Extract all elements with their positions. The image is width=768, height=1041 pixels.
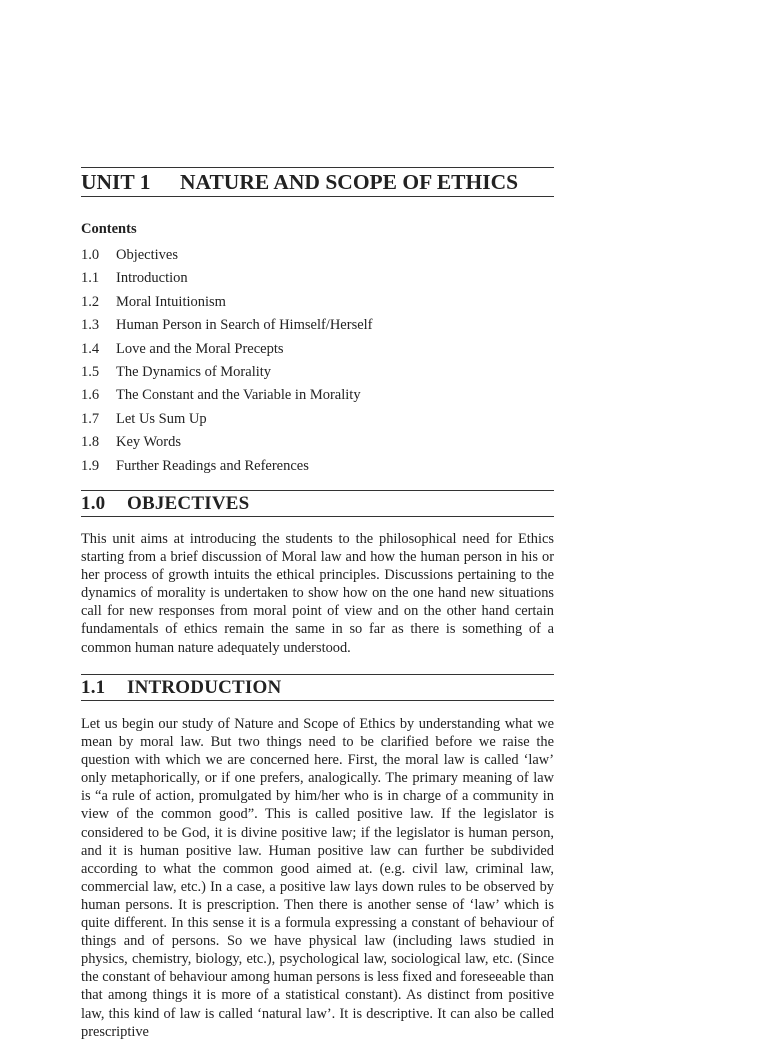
toc-item — [81, 316, 554, 339]
introduction-heading — [81, 674, 554, 701]
unit-title: NATURE AND SCOPE OF ETHICS — [180, 170, 519, 194]
toc-item-label: Further Readings and References — [116, 457, 309, 474]
toc-item-label: Let Us Sum Up — [116, 410, 207, 427]
section-title: OBJECTIVES — [127, 493, 250, 514]
toc-item — [81, 269, 554, 292]
toc-item-number: 1.8 — [81, 434, 100, 451]
toc-item — [81, 386, 554, 409]
toc-item-label: Moral Intuitionism — [116, 293, 226, 310]
toc-item — [81, 293, 554, 316]
toc-item — [81, 340, 554, 363]
toc-item-label: Objectives — [116, 247, 179, 263]
toc-item-label: Key Words — [116, 434, 182, 451]
toc-item — [81, 246, 554, 269]
toc-item-number: 1.9 — [81, 457, 100, 474]
toc-item — [81, 433, 554, 456]
toc-item-number: 1.2 — [81, 293, 100, 310]
toc-item — [81, 457, 554, 480]
toc-item-number: 1.7 — [81, 410, 100, 427]
table-of-contents — [81, 246, 554, 480]
toc-item-number: 1.1 — [81, 270, 100, 287]
toc-item-label: Introduction — [116, 270, 188, 287]
toc-item — [81, 363, 554, 386]
toc-item-number: 1.4 — [81, 340, 100, 357]
unit-heading — [81, 167, 554, 197]
toc-item-label: The Constant and the Variable in Morality — [116, 387, 361, 404]
toc-item-number: 1.0 — [81, 247, 100, 263]
unit-number: UNIT 1 — [81, 170, 151, 194]
section-title: INTRODUCTION — [127, 677, 282, 698]
toc-item-number: 1.6 — [81, 387, 100, 404]
toc-item-label: Love and the Moral Precepts — [116, 340, 284, 357]
objectives-paragraph: This unit aims at introducing the students to the philosophical need for Ethics starting from a brief discussion of Moral law and how the human person in his or her process of growth intuits the ethical principles. Discussions pertaining to the dynamics of morality is undertaken to show how on the one hand new situations call for new responses from moral point of view and on the other hand certain fundamentals of ethics remain the same in so far as there is something of a common human nature adequately understood. — [81, 531, 554, 656]
toc-item-number: 1.3 — [81, 317, 100, 334]
section-number: 1.1 — [81, 677, 106, 698]
contents-title: Contents — [81, 221, 137, 237]
toc-item-label: Human Person in Search of Himself/Herself — [116, 317, 373, 334]
toc-item-label: The Dynamics of Morality — [116, 363, 272, 380]
section-number: 1.0 — [81, 493, 106, 514]
toc-item — [81, 410, 554, 433]
objectives-heading — [81, 490, 554, 517]
introduction-paragraph: Let us begin our study of Nature and Scope of Ethics by understanding what we mean by moral law. But two things need to be clarified before we raise the question with which we are concerned here. First, the moral law is called ‘law’ only metaphorically, or if one prefers, analogically. The primary meaning of law is “a rule of action, promulgated by him/her who is in charge of a community in view of the common good”. This is called positive law. If the legislator is considered to be God, it is divine positive law; if the legislator is human person, and it is human positive law. Human positive law can further be subdivided according to what the common good aimed at. (e.g. civil law, criminal law, commercial law, etc.) In a case, a positive law lays down rules to be observed by human persons. It is prescription. Then there is another sense of ‘law’ which is quite different. In this sense it is a formula expressing a constant of behaviour of things and of persons. So we have physical law (including laws studied in physics, chemistry, biology, etc.), psychological law, sociological law, etc. (Since the constant of behaviour among human persons is less fixed and foreseeable than that among things it is more of a statistical constant). As distinct from positive law, this kind of law is called ‘natural law’. It is descriptive. It can also be called prescriptive — [81, 716, 554, 1040]
toc-item-number: 1.5 — [81, 363, 100, 380]
